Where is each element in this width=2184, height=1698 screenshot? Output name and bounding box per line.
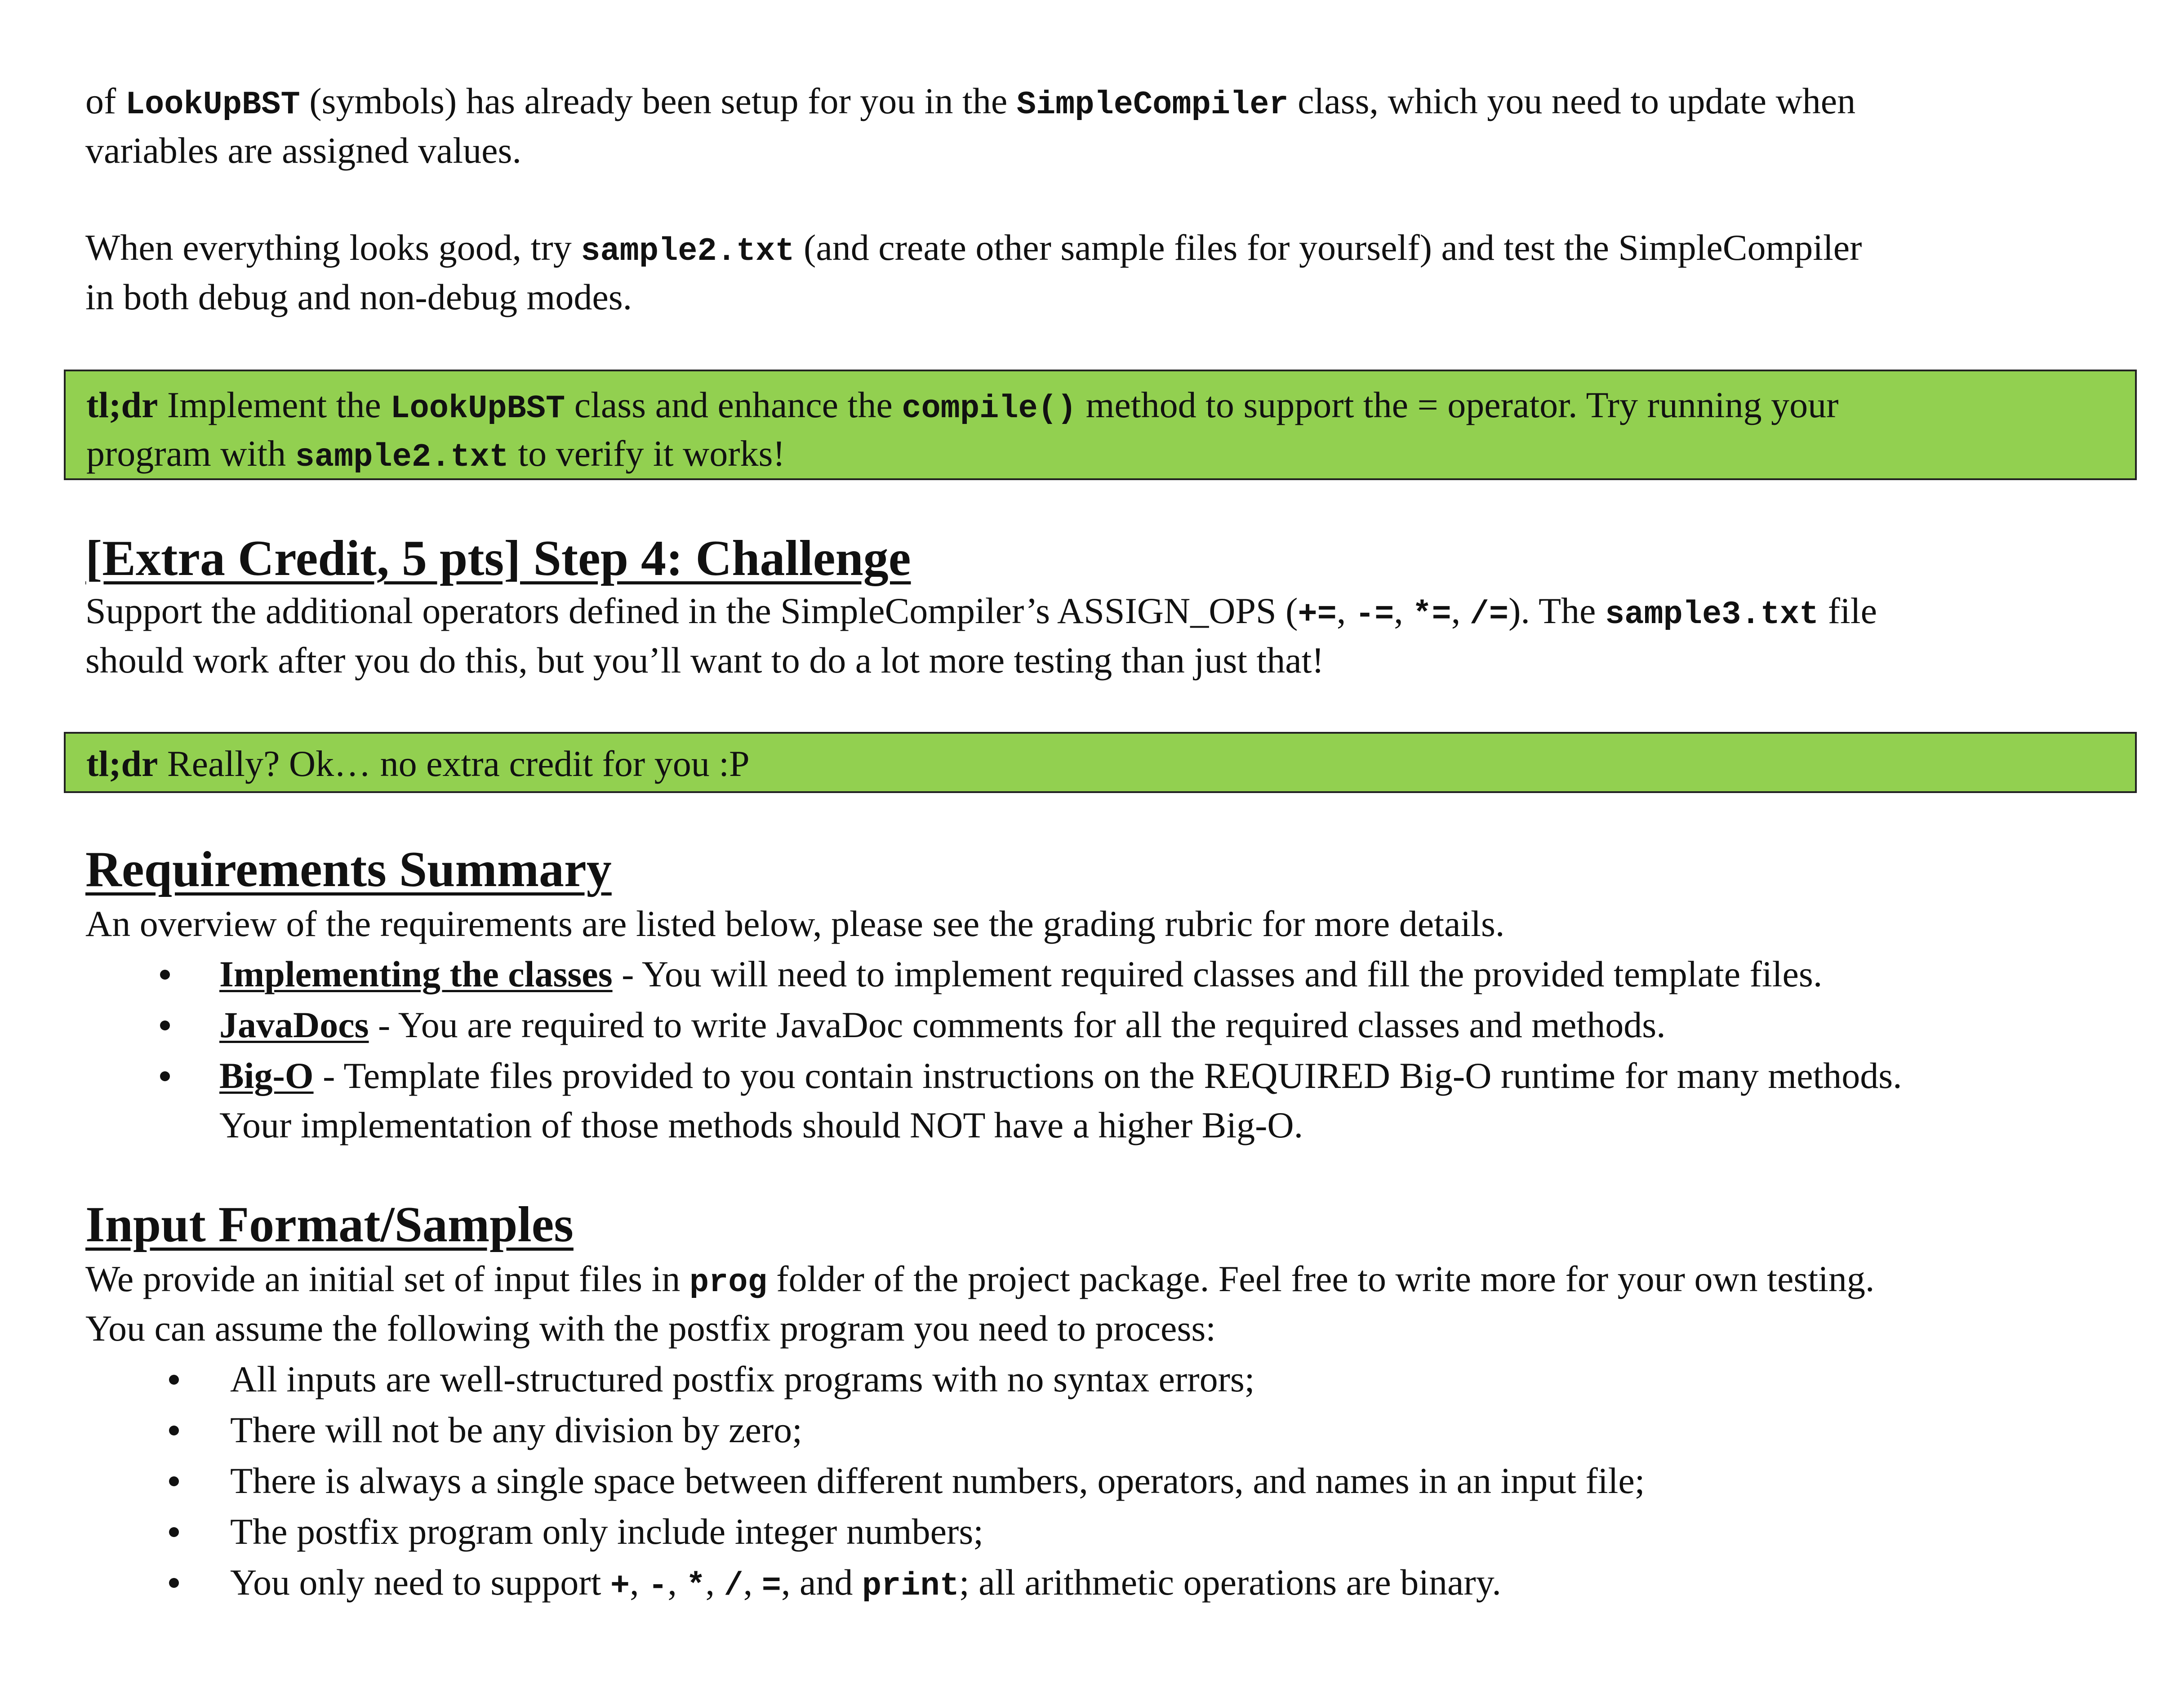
code-sample3: sample3.txt [1605, 596, 1819, 633]
tldr-line [86, 739, 750, 789]
requirement-item-line-2: Your implementation of those methods should NOT have a higher Big-O. [219, 1105, 1303, 1145]
bullet-dot [169, 1426, 179, 1435]
text: ). The [1508, 590, 1605, 631]
tldr-line-1 [86, 380, 1838, 433]
text: folder of the project package. Feel free to write more for your own testing. [767, 1258, 1875, 1299]
tldr-label: tl;dr [86, 384, 158, 425]
requirement-item [219, 1000, 1666, 1050]
operator: = [761, 1568, 781, 1604]
requirements-heading: Requirements Summary [85, 842, 612, 897]
operator: *= [1412, 596, 1451, 633]
intro-paragraph-2-line-2: in both debug and non-debug modes. [85, 276, 632, 317]
code-simplecompiler: SimpleCompiler [1016, 86, 1289, 123]
text: method to support the = operator. Try running your [1076, 384, 1839, 425]
tldr-label: tl;dr [86, 743, 158, 784]
text: When everything looks good, try [85, 227, 581, 268]
code-prog: prog [689, 1264, 767, 1301]
text: to verify it works! [508, 433, 785, 474]
text: , and [781, 1562, 862, 1603]
separator: , [667, 1562, 686, 1603]
text: We provide an initial set of input files in [85, 1258, 689, 1299]
bullet-dot [169, 1527, 179, 1537]
text: ; all arithmetic operations are binary. [959, 1562, 1501, 1603]
input-format-heading: Input Format/Samples [85, 1197, 574, 1252]
code-print: print [862, 1568, 959, 1604]
assumption-item: There will not be any division by zero; [230, 1409, 802, 1450]
code-compile: compile() [902, 390, 1077, 427]
assumption-item [230, 1558, 1501, 1611]
text: Really? Ok… no extra credit for you :P [158, 743, 750, 784]
text: Implement the [158, 384, 391, 425]
bullet-dot [169, 1476, 179, 1486]
operator: += [1298, 596, 1337, 633]
bullet-dot [169, 1578, 179, 1588]
bullet-dot [160, 970, 170, 980]
operator: / [724, 1568, 743, 1604]
requirement-item [219, 1051, 1902, 1101]
separator: , [630, 1562, 649, 1603]
text: program with [86, 433, 295, 474]
intro-paragraph-2 [85, 223, 1862, 276]
code-sample2: sample2.txt [581, 233, 795, 270]
input-paragraph-line-2: You can assume the following with the postfix program you need to process: [85, 1308, 1216, 1349]
text: Support the additional operators defined in the SimpleCompiler’s ASSIGN_OPS ( [85, 590, 1298, 631]
operator: -= [1355, 596, 1394, 633]
intro-paragraph-1-line-2: variables are assigned values. [85, 130, 521, 171]
code-lookupbst: LookUpBST [125, 86, 300, 123]
requirement-text: - You will need to implement required classes and fill the provided template files. [612, 954, 1823, 994]
assumption-item: There is always a single space between different numbers, operators, and names in an input file; [230, 1460, 1645, 1501]
bullet-dot [169, 1375, 179, 1385]
tldr-line-2 [86, 429, 785, 482]
requirement-text: - You are required to write JavaDoc comments for all the required classes and methods. [369, 1004, 1666, 1045]
code-lookupbst: LookUpBST [390, 390, 565, 427]
text: (symbols) has already been setup for you in the [300, 80, 1017, 121]
tldr-box-step4 [64, 732, 2137, 793]
text: of [85, 80, 125, 121]
tldr-box-step3 [64, 370, 2137, 480]
requirement-term: JavaDocs [219, 1004, 369, 1045]
input-paragraph [85, 1254, 1874, 1307]
separator: , [1394, 590, 1413, 631]
text: class and enhance the [565, 384, 902, 425]
requirement-text: - Template files provided to you contain instructions on the REQUIRED Big-O runtime for many methods. [313, 1055, 1902, 1096]
requirement-item [219, 949, 1822, 999]
assumption-item: All inputs are well-structured postfix programs with no syntax errors; [230, 1359, 1255, 1399]
operator: + [610, 1568, 630, 1604]
separator: , [1336, 590, 1355, 631]
requirement-term: Big-O [219, 1055, 314, 1096]
operator: - [648, 1568, 668, 1604]
operator: /= [1469, 596, 1509, 633]
separator: , [1451, 590, 1470, 631]
step4-paragraph-line-2: should work after you do this, but you’ll want to do a lot more testing than just that! [85, 640, 1324, 681]
bullet-dot [160, 1021, 170, 1030]
assumption-item: The postfix program only include integer numbers; [230, 1511, 984, 1552]
requirements-intro: An overview of the requirements are listed below, please see the grading rubric for more details. [85, 903, 1505, 944]
step4-paragraph [85, 586, 1877, 639]
requirement-term: Implementing the classes [219, 954, 613, 994]
separator: , [705, 1562, 724, 1603]
operator: * [686, 1568, 706, 1604]
text: You only need to support [230, 1562, 610, 1603]
text: (and create other sample files for yourself) and test the SimpleCompiler [794, 227, 1862, 268]
text: class, which you need to update when [1288, 80, 1856, 121]
step4-heading: [Extra Credit, 5 pts] Step 4: Challenge [85, 530, 911, 586]
separator: , [743, 1562, 762, 1603]
text: file [1819, 590, 1877, 631]
bullet-dot [160, 1071, 170, 1081]
code-sample2: sample2.txt [295, 439, 509, 476]
intro-paragraph-1 [85, 76, 1855, 129]
